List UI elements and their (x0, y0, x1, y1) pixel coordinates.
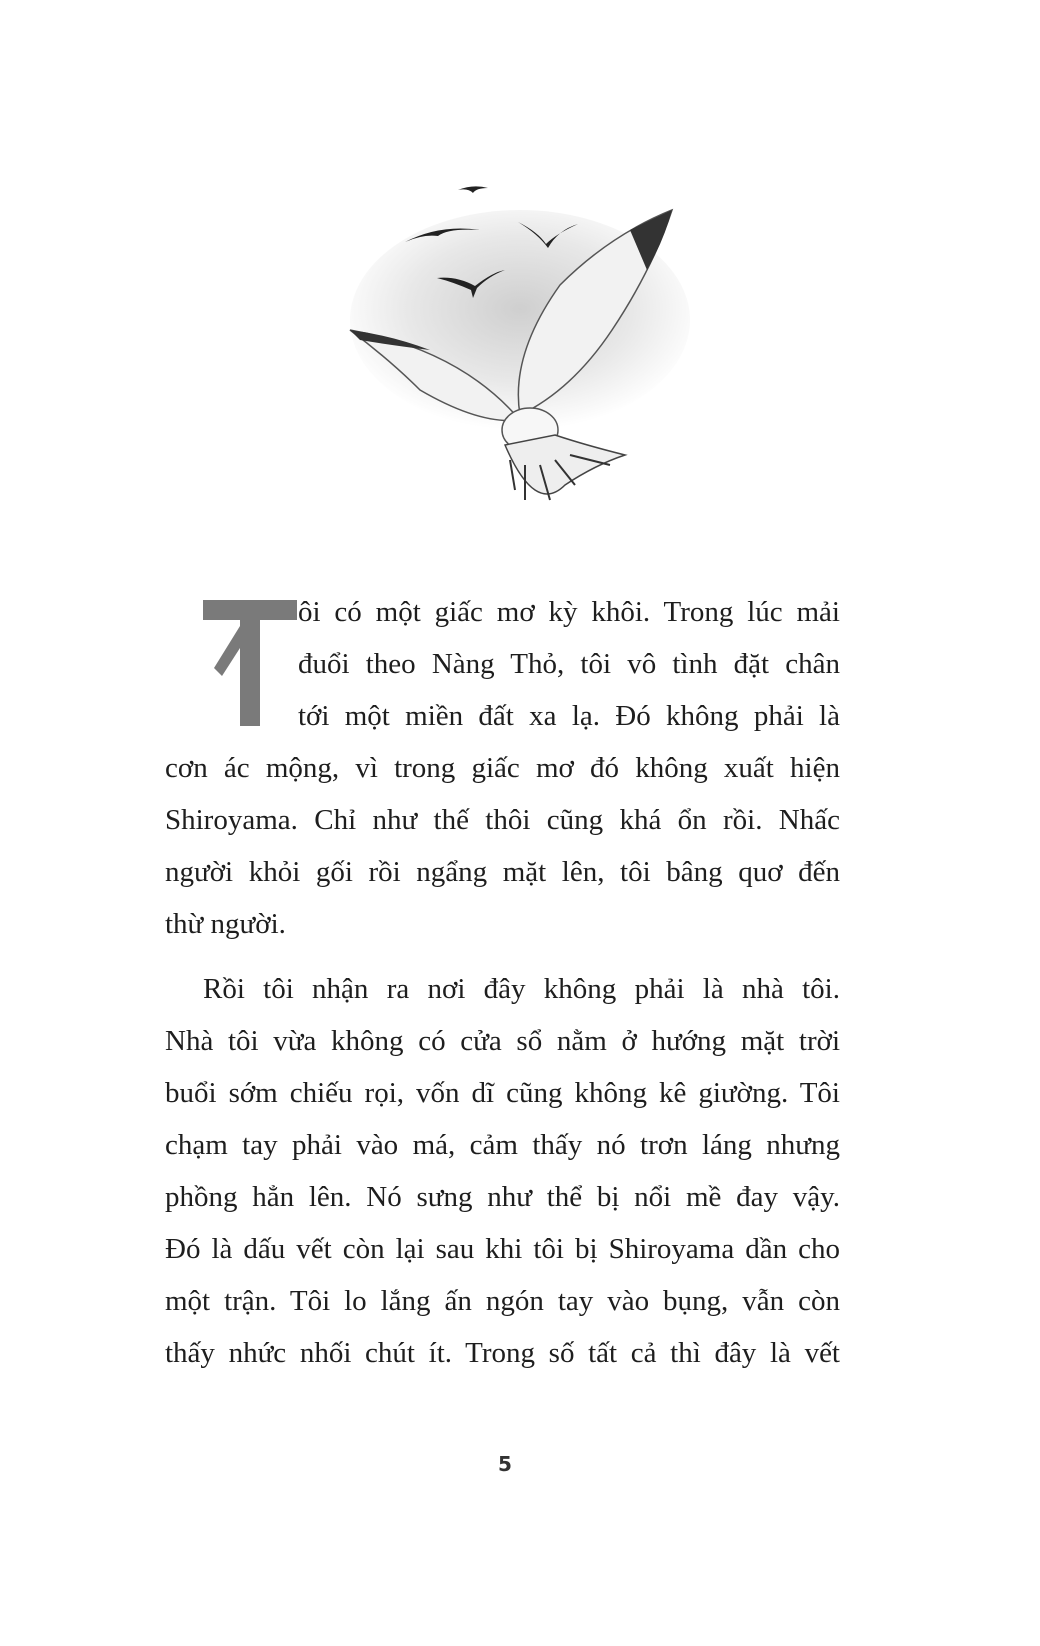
page-number: 5 (498, 1452, 512, 1476)
seagull-illustration (330, 170, 690, 530)
text-line: buổi sớm chiếu rọi, vốn dĩ cũng không kê giường. Tôi (165, 1077, 840, 1109)
text-line: đuổi theo Nàng Thỏ, tôi vô tình đặt chân (298, 648, 840, 680)
text-line: thấy nhức nhối chút ít. Trong số tất cả thì đây là vết (165, 1337, 840, 1369)
text-line: Nhà tôi vừa không có cửa sổ nằm ở hướng mặt trời (165, 1025, 840, 1057)
text-line: người khỏi gối rồi ngẩng mặt lên, tôi bâng quơ đến (165, 856, 840, 888)
bird-silhouette (458, 186, 488, 193)
text-line: cơn ác mộng, vì trong giấc mơ đó không xuất hiện (165, 752, 840, 784)
text-line: tới một miền đất xa lạ. Đó không phải là (298, 700, 840, 732)
text-line: ôi có một giấc mơ kỳ khôi. Trong lúc mải (298, 596, 840, 628)
text-line: thừ người. (165, 908, 286, 940)
text-line: chạm tay phải vào má, cảm thấy nó trơn láng nhưng (165, 1129, 840, 1161)
text-line: Shiroyama. Chỉ như thế thôi cũng khá ổn rồi. Nhấc (165, 804, 840, 836)
text-line: một trận. Tôi lo lắng ấn ngón tay vào bụng, vẫn còn (165, 1285, 840, 1317)
drop-cap (200, 598, 300, 728)
text-line: phồng hẳn lên. Nó sưng như thể bị nổi mề đay vậy. (165, 1181, 840, 1213)
text-line: Đó là dấu vết còn lại sau khi tôi bị Shiroyama dần cho (165, 1233, 840, 1265)
text-line: Rồi tôi nhận ra nơi đây không phải là nhà tôi. (203, 973, 840, 1005)
